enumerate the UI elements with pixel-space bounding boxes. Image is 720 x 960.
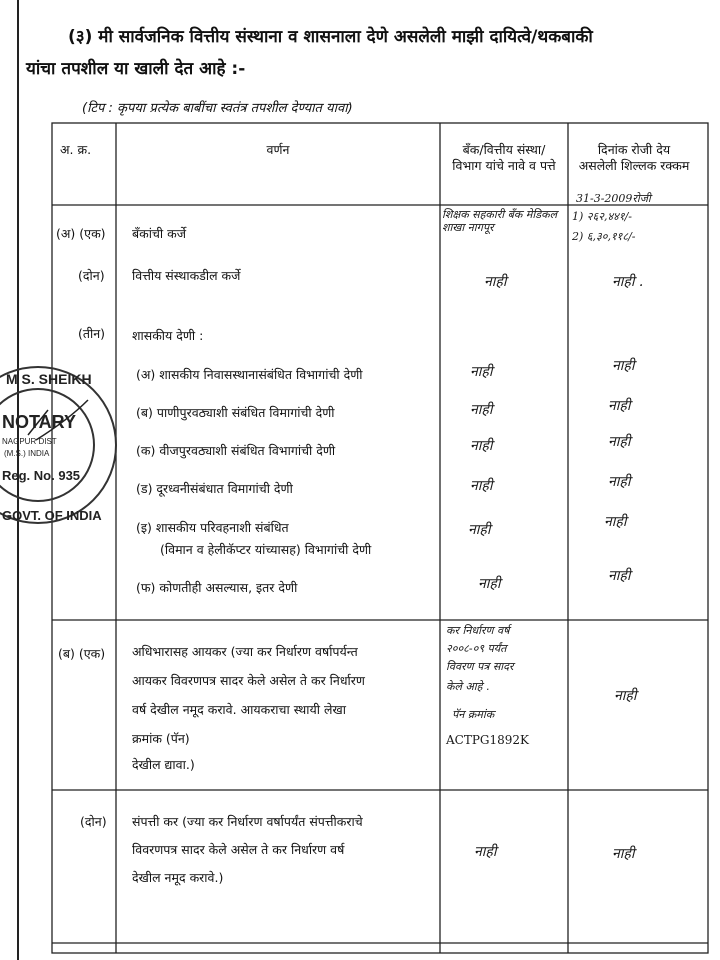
sub-row-other-desc: (फ) कोणतीही असल्यास, इतर देणी	[136, 580, 298, 595]
row-wealth-tax-desc-3: देखील नमूद करावे.)	[132, 870, 224, 885]
sub-row-transport-desc-2: (विमान व हेलीकॅप्टर यांच्यासह) विभागांची देणी	[160, 542, 372, 557]
sub-row-housing-desc: (अ) शासकीय निवासस्थानासंबंधित विभागांची देणी	[136, 367, 363, 382]
row-wealth-tax-desc-2: विवरणपत्र सादर केले असेल ते कर निर्धारण वर्ष	[132, 842, 345, 857]
header-bank: बँक/वित्तीय संस्था/ विभाग यांचे नावे व पत्ते	[452, 142, 556, 173]
row-income-tax-bank-3: विवरण पत्र सादर	[446, 660, 514, 673]
row-fin-inst-bank: नाही	[484, 274, 507, 290]
row-income-tax-bank-4: केले आहे .	[446, 680, 490, 693]
sub-row-electricity-desc: (क) वीजपुरवठ्याशी संबंधित विभागांची देणी	[136, 443, 336, 458]
row-income-tax-bank-5: पॅन क्रमांक	[452, 708, 495, 721]
seal-notary: NOTARY	[2, 412, 76, 432]
header-sr: अ. क्र.	[60, 142, 92, 157]
seal-govt: GOVT. OF INDIA	[2, 508, 102, 523]
row-govt-dues-sr: (तीन)	[78, 326, 106, 341]
sub-row-telephone-desc: (ड) दूरध्वनीसंबंधात विमागांची देणी	[136, 481, 293, 496]
sub-row-electricity-bank: नाही	[470, 438, 493, 454]
row-wealth-tax-sr: (दोन)	[80, 814, 107, 829]
row-income-tax-bank-1: कर निर्धारण वर्ष	[446, 624, 510, 637]
sub-row-housing-amount: नाही	[612, 358, 635, 374]
seal-reg-no: Reg. No. 935	[2, 468, 81, 483]
row-income-tax-desc-2: आयकर विवरणपत्र सादर केले असेल ते कर निर्धारण	[132, 673, 365, 688]
sub-row-transport-amount: नाही	[604, 514, 627, 530]
seal-state: (M.S.) INDIA	[4, 449, 50, 458]
header-amount: दिनांक रोजी देय असलेली शिल्लक रक्कम	[578, 142, 690, 173]
row-bank-loans-desc: बँकांची कर्जे	[132, 226, 186, 241]
sub-row-telephone-bank: नाही	[470, 478, 493, 494]
sub-row-housing-bank: नाही	[470, 364, 493, 380]
row-income-tax-desc-3: वर्ष देखील नमूद करावे. आयकराचा स्थायी लेखा	[132, 702, 346, 717]
header-description: वर्णन	[266, 142, 290, 157]
sub-row-other-amount: नाही	[608, 568, 631, 584]
row-income-tax-amount: नाही	[614, 688, 637, 704]
seal-district: NAGPUR DIST	[2, 437, 57, 446]
instruction-note: (टिप : कृपया प्रत्येक बाबींचा स्वतंत्र तपशील देण्यात यावा)	[82, 101, 353, 116]
section-heading-cont: यांचा तपशील या खाली देत आहे :-	[26, 59, 246, 79]
row-govt-dues-desc: शासकीय देणी :	[132, 328, 204, 343]
row-bank-loans-sr: (अ) (एक)	[56, 226, 106, 241]
row-fin-inst-sr: (दोन)	[78, 268, 105, 283]
sub-row-water-bank: नाही	[470, 402, 493, 418]
row-income-tax-desc-4: क्रमांक (पॅन)	[132, 731, 190, 746]
sub-row-transport-desc-1: (इ) शासकीय परिवहनाशी संबंधित	[136, 520, 289, 535]
sub-row-other-bank: नाही	[478, 576, 501, 592]
row-wealth-tax-desc-1: संपत्ती कर (ज्या कर निर्धारण वर्षापर्यंत संपत्तीकराचे	[132, 814, 363, 829]
handwritten-date: 31-3-2009रोजी	[576, 192, 651, 205]
row-wealth-tax-bank: नाही	[474, 844, 497, 860]
notary-seal	[0, 340, 118, 550]
row-income-tax-pan: ACTPG1892K	[446, 733, 530, 747]
row-income-tax-sr: (ब) (एक)	[58, 646, 106, 661]
sub-row-transport-bank: नाही	[468, 522, 491, 538]
row-income-tax-desc-5: देखील द्यावा.)	[132, 757, 195, 772]
row-bank-loans-amount-2: 2) ६,३०,११८/-	[572, 230, 636, 243]
sub-row-water-desc: (ब) पाणीपुरवठ्याशी संबंधित विमागांची देणी	[136, 405, 335, 420]
row-bank-loans-bank: शिक्षक सहकारी बँक मेडिकल शाखा नागपूर	[442, 208, 558, 234]
row-fin-inst-amount: नाही .	[612, 274, 644, 290]
sub-row-water-amount: नाही	[608, 398, 631, 414]
seal-name: M S. SHEIKH	[6, 371, 92, 387]
sub-row-electricity-amount: नाही	[608, 434, 631, 450]
row-income-tax-bank-2: २००८-०९ पर्यंत	[446, 642, 507, 655]
row-fin-inst-desc: वित्तीय संस्थाकडील कर्जे	[132, 268, 241, 283]
sub-row-telephone-amount: नाही	[608, 474, 631, 490]
row-bank-loans-amount-1: 1) २६२,४४१/-	[572, 210, 633, 223]
section-heading: (३) मी सार्वजनिक वित्तीय संस्थाना व शासनाला देणे असलेली माझी दायित्वे/थकबाकी	[68, 27, 593, 47]
row-wealth-tax-amount: नाही	[612, 846, 635, 862]
row-income-tax-desc-1: अधिभारासह आयकर (ज्या कर निर्धारण वर्षापर्यन्त	[132, 644, 358, 659]
